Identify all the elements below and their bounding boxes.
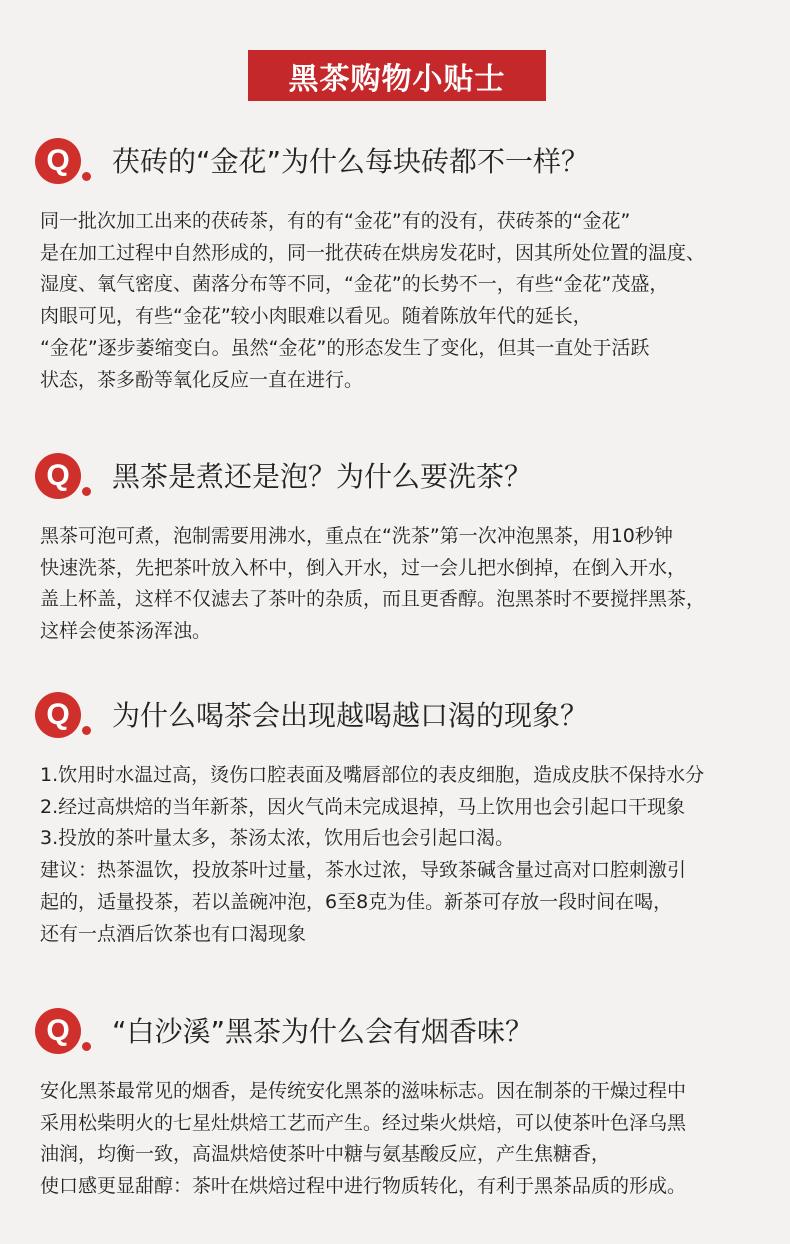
answer-line: 2.经过高烘焙的当年新茶，因火气尚未完成退掉，马上饮用也会引起口干现象 [40, 795, 686, 818]
faq-section [0, 1008, 790, 1198]
q-badge-icon: Q [35, 1008, 81, 1054]
question-row [0, 692, 790, 744]
answer-line: 使口感更显甜醇：茶叶在烘焙过程中进行物质转化，有利于黑茶品质的形成。 [40, 1175, 687, 1198]
answer-line: 同一批次加工出来的茯砖茶，有的有“金花”有的没有，茯砖茶的“金花” [40, 210, 631, 232]
answer-line: “金花”逐步萎缩变白。虽然“金花”的形态发生了变化，但其一直处于活跃 [40, 336, 650, 359]
answer-line: 黑茶可泡可煮，泡制需要用沸水，重点在“洗茶”第一次冲泡黑茶，用10秒钟 [40, 525, 673, 547]
q-dot-icon [82, 172, 91, 181]
faq-section [0, 138, 790, 391]
question-row [0, 453, 790, 505]
faq-section [0, 692, 790, 945]
question-text: 为什么喝茶会出现越喝越口渴的现象？ [112, 699, 589, 732]
answer-text [40, 206, 785, 396]
q-badge-icon: Q [35, 692, 81, 738]
answer-line: 这样会使茶汤浑浊。 [40, 620, 212, 643]
answer-line: 盖上杯盖，这样不仅滤去了茶叶的杂质，而且更香醇。泡黑茶时不要搅拌黑茶， [40, 588, 706, 611]
answer-line: 还有一点酒后饮茶也有口渴现象 [40, 922, 307, 945]
answer-line: 1.饮用时水温过高，烫伤口腔表面及嘴唇部位的表皮细胞，造成皮肤不保持水分 [40, 764, 705, 786]
answer-line: 是在加工过程中自然形成的，同一批茯砖在烘房发花时，因其所处位置的温度、 [40, 241, 706, 264]
q-dot-icon [82, 487, 91, 496]
question-row [0, 138, 790, 190]
answer-text [40, 1076, 785, 1203]
q-badge-icon: Q [35, 453, 81, 499]
question-text: “白沙溪”黑茶为什么会有烟香味？ [112, 1015, 534, 1048]
q-badge-icon: Q [35, 138, 81, 184]
answer-text [40, 521, 785, 648]
answer-line: 3.投放的茶叶量太多，茶汤太浓，饮用后也会引起口渴。 [40, 827, 515, 850]
answer-line: 安化黑茶最常见的烟香，是传统安化黑茶的滋味标志。因在制茶的干燥过程中 [40, 1080, 687, 1102]
answer-line: 状态，茶多酚等氧化反应一直在进行。 [40, 368, 364, 391]
question-text: 黑茶是煮还是泡？为什么要洗茶？ [112, 460, 533, 493]
answer-text [40, 760, 785, 950]
answer-line: 起的，适量投茶，若以盖碗冲泡，6至8克为佳。新茶可存放一段时间在喝， [40, 890, 673, 913]
question-text: 茯砖的“金花”为什么每块砖都不一样？ [112, 145, 590, 178]
answer-line: 肉眼可见，有些“金花”较小肉眼难以看见。随着陈放年代的延长， [40, 305, 592, 328]
page-title: 黑茶购物小贴士 [248, 50, 546, 101]
answer-line: 建议：热茶温饮，投放茶叶过量，茶水过浓，导致茶碱含量过高对口腔刺激引 [40, 859, 687, 882]
answer-line: 采用松柴明火的七星灶烘焙工艺而产生。经过柴火烘焙，可以使茶叶色泽乌黑 [40, 1111, 687, 1134]
answer-line: 湿度、氧气密度、菌落分布等不同，“金花”的长势不一，有些“金花”茂盛， [40, 273, 669, 296]
q-dot-icon [82, 1042, 91, 1051]
answer-line: 油润，均衡一致，高温烘焙使茶叶中糖与氨基酸反应，产生焦糖香， [40, 1143, 611, 1166]
answer-line: 快速洗茶，先把茶叶放入杯中，倒入开水，过一会儿把水倒掉，在倒入开水， [40, 556, 687, 579]
question-row [0, 1008, 790, 1060]
q-dot-icon [82, 726, 91, 735]
faq-section [0, 453, 790, 643]
